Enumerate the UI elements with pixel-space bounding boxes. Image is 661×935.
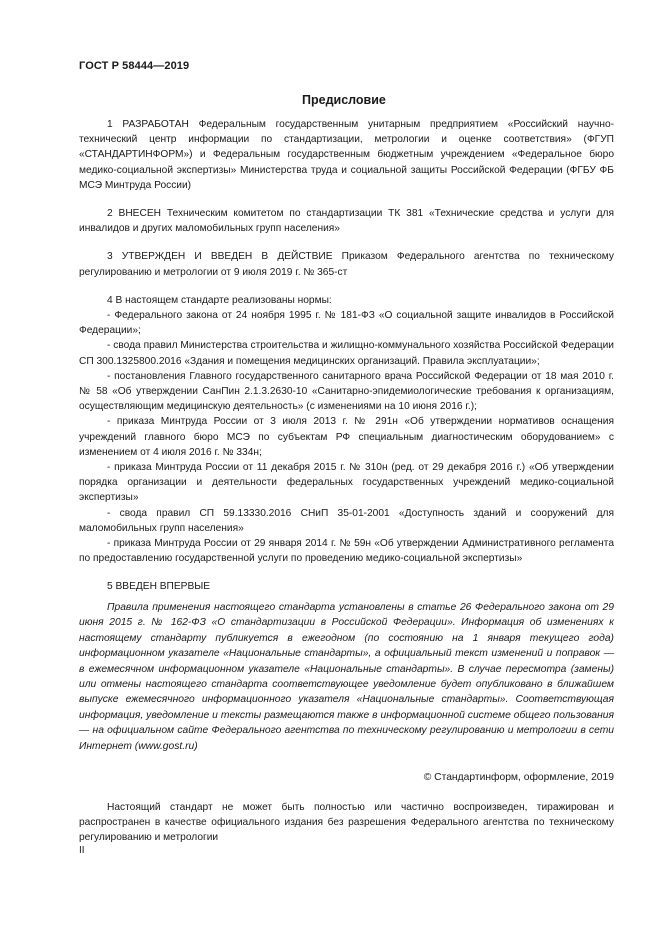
section-4-item: - свода правил Министерства строительства и жилищно-коммунального хозяйства Российской Федерации СП 300.1325800.2016 «Здания и помещения медицинских организаций. Правила эксплуатации»; bbox=[79, 340, 614, 367]
page-title: Предисловие bbox=[302, 93, 386, 107]
reproduction-notice-block bbox=[79, 800, 614, 846]
reproduction-notice: Настоящий стандарт не может быть полностью или частично воспроизведен, тиражирован и распространен в качестве официального издания без разрешения Федерального агентства по техническому регулированию и метрологии bbox=[79, 802, 614, 844]
section-4-item: - Федерального закона от 24 ноября 1995 г. № 181-ФЗ «О социальной защите инвалидов в Российской Федерации»; bbox=[79, 310, 614, 337]
section-2: 2 ВНЕСЕН Техническим комитетом по стандартизации ТК 381 «Технические средства и услуги для инвалидов и других маломобильных групп населения» bbox=[79, 208, 614, 235]
section-5: 5 ВВЕДЕН ВПЕРВЫЕ bbox=[107, 581, 211, 593]
page-number: II bbox=[79, 845, 85, 856]
rules-notice-block bbox=[79, 600, 614, 754]
section-4-item: - приказа Минтруда России от 3 июля 2013 г. № 291н «Об утверждении нормативов оснащения учреждений главного бюро МСЭ по субъектам РФ специальным диагностическим оборудованием» с изменением от 4 июля 2016 г. № 334н; bbox=[79, 416, 614, 458]
section-1: 1 РАЗРАБОТАН Федеральным государственным унитарным предприятием «Российский научно-технический центр информации по стандартизации, метрологии и оценке соответствия» (ФГУП «СТАНДАРТИНФОРМ») и Федеральным государственным бюджетным учреждением «Федеральное бюро медико-социальной экспертизы» Министерства труда и социальной защиты Российской Федерации (ФГБУ ФБ МСЭ Минтруда России) bbox=[79, 119, 614, 191]
foreword-body bbox=[79, 117, 614, 595]
section-4-item: - свода правил СП 59.13330.2016 СНиП 35-01-2001 «Доступность зданий и сооружений для маломобильных групп населения» bbox=[79, 507, 614, 534]
rules-notice: Правила применения настоящего стандарта установлены в статье 26 Федерального закона от 29 июня 2015 г. № 162-ФЗ «О стандартизации в Российской Федерации». Информация об изменениях к настоящему стандарту публикуется в ежегодном (по состоянию на 1 января текущего года) информационном указателе «Национальные стандарты», а официальный текст изменений и поправок — в ежемесячном информационном указателе «Национальные стандарты». В случае пересмотра (замены) или отмены настоящего стандарта соответствующее уведомление будет опубликовано в ближайшем выпуске ежемесячного информационного указателя «Национальные стандарты». Соответствующая информация, уведомление и тексты размещаются также в информационной системе общего пользования — на официальном сайте Федерального агентства по техническому регулированию и метрологии в сети Интернет (www.gost.ru) bbox=[79, 602, 614, 752]
section-4-item: - постановления Главного государственного санитарного врача Российской Федерации от 18 мая 2010 г. № 58 «Об утверждении СанПин 2.1.3.2630-10 «Санитарно-эпидемиологические требования к организациям, осуществляющим медицинскую деятельность» (с изменениями на 10 июня 2016 г.); bbox=[79, 370, 614, 413]
section-4-item: - приказа Минтруда России от 11 декабря 2015 г. № 310н (ред. от 29 декабря 2016 г.) «Об утверждении порядка организации и деятельности федеральных государственных учреждений медико-социальной экспертизы» bbox=[79, 462, 614, 504]
section-4-intro: 4 В настоящем стандарте реализованы нормы: bbox=[107, 294, 332, 306]
standard-id-header: ГОСТ Р 58444—2019 bbox=[79, 60, 190, 72]
section-3: 3 УТВЕРЖДЕН И ВВЕДЕН В ДЕЙСТВИЕ Приказом Федерального агентства по техническому регулированию и метрологии от 9 июля 2019 г. № 365-ст bbox=[79, 251, 614, 278]
copyright: © Стандартинформ, оформление, 2019 bbox=[423, 772, 614, 783]
section-4-item: - приказа Минтруда России от 29 января 2014 г. № 59н «Об утверждении Административного регламента по предоставлению государственной услуги по проведению медико-социальной экспертизы» bbox=[79, 538, 614, 565]
